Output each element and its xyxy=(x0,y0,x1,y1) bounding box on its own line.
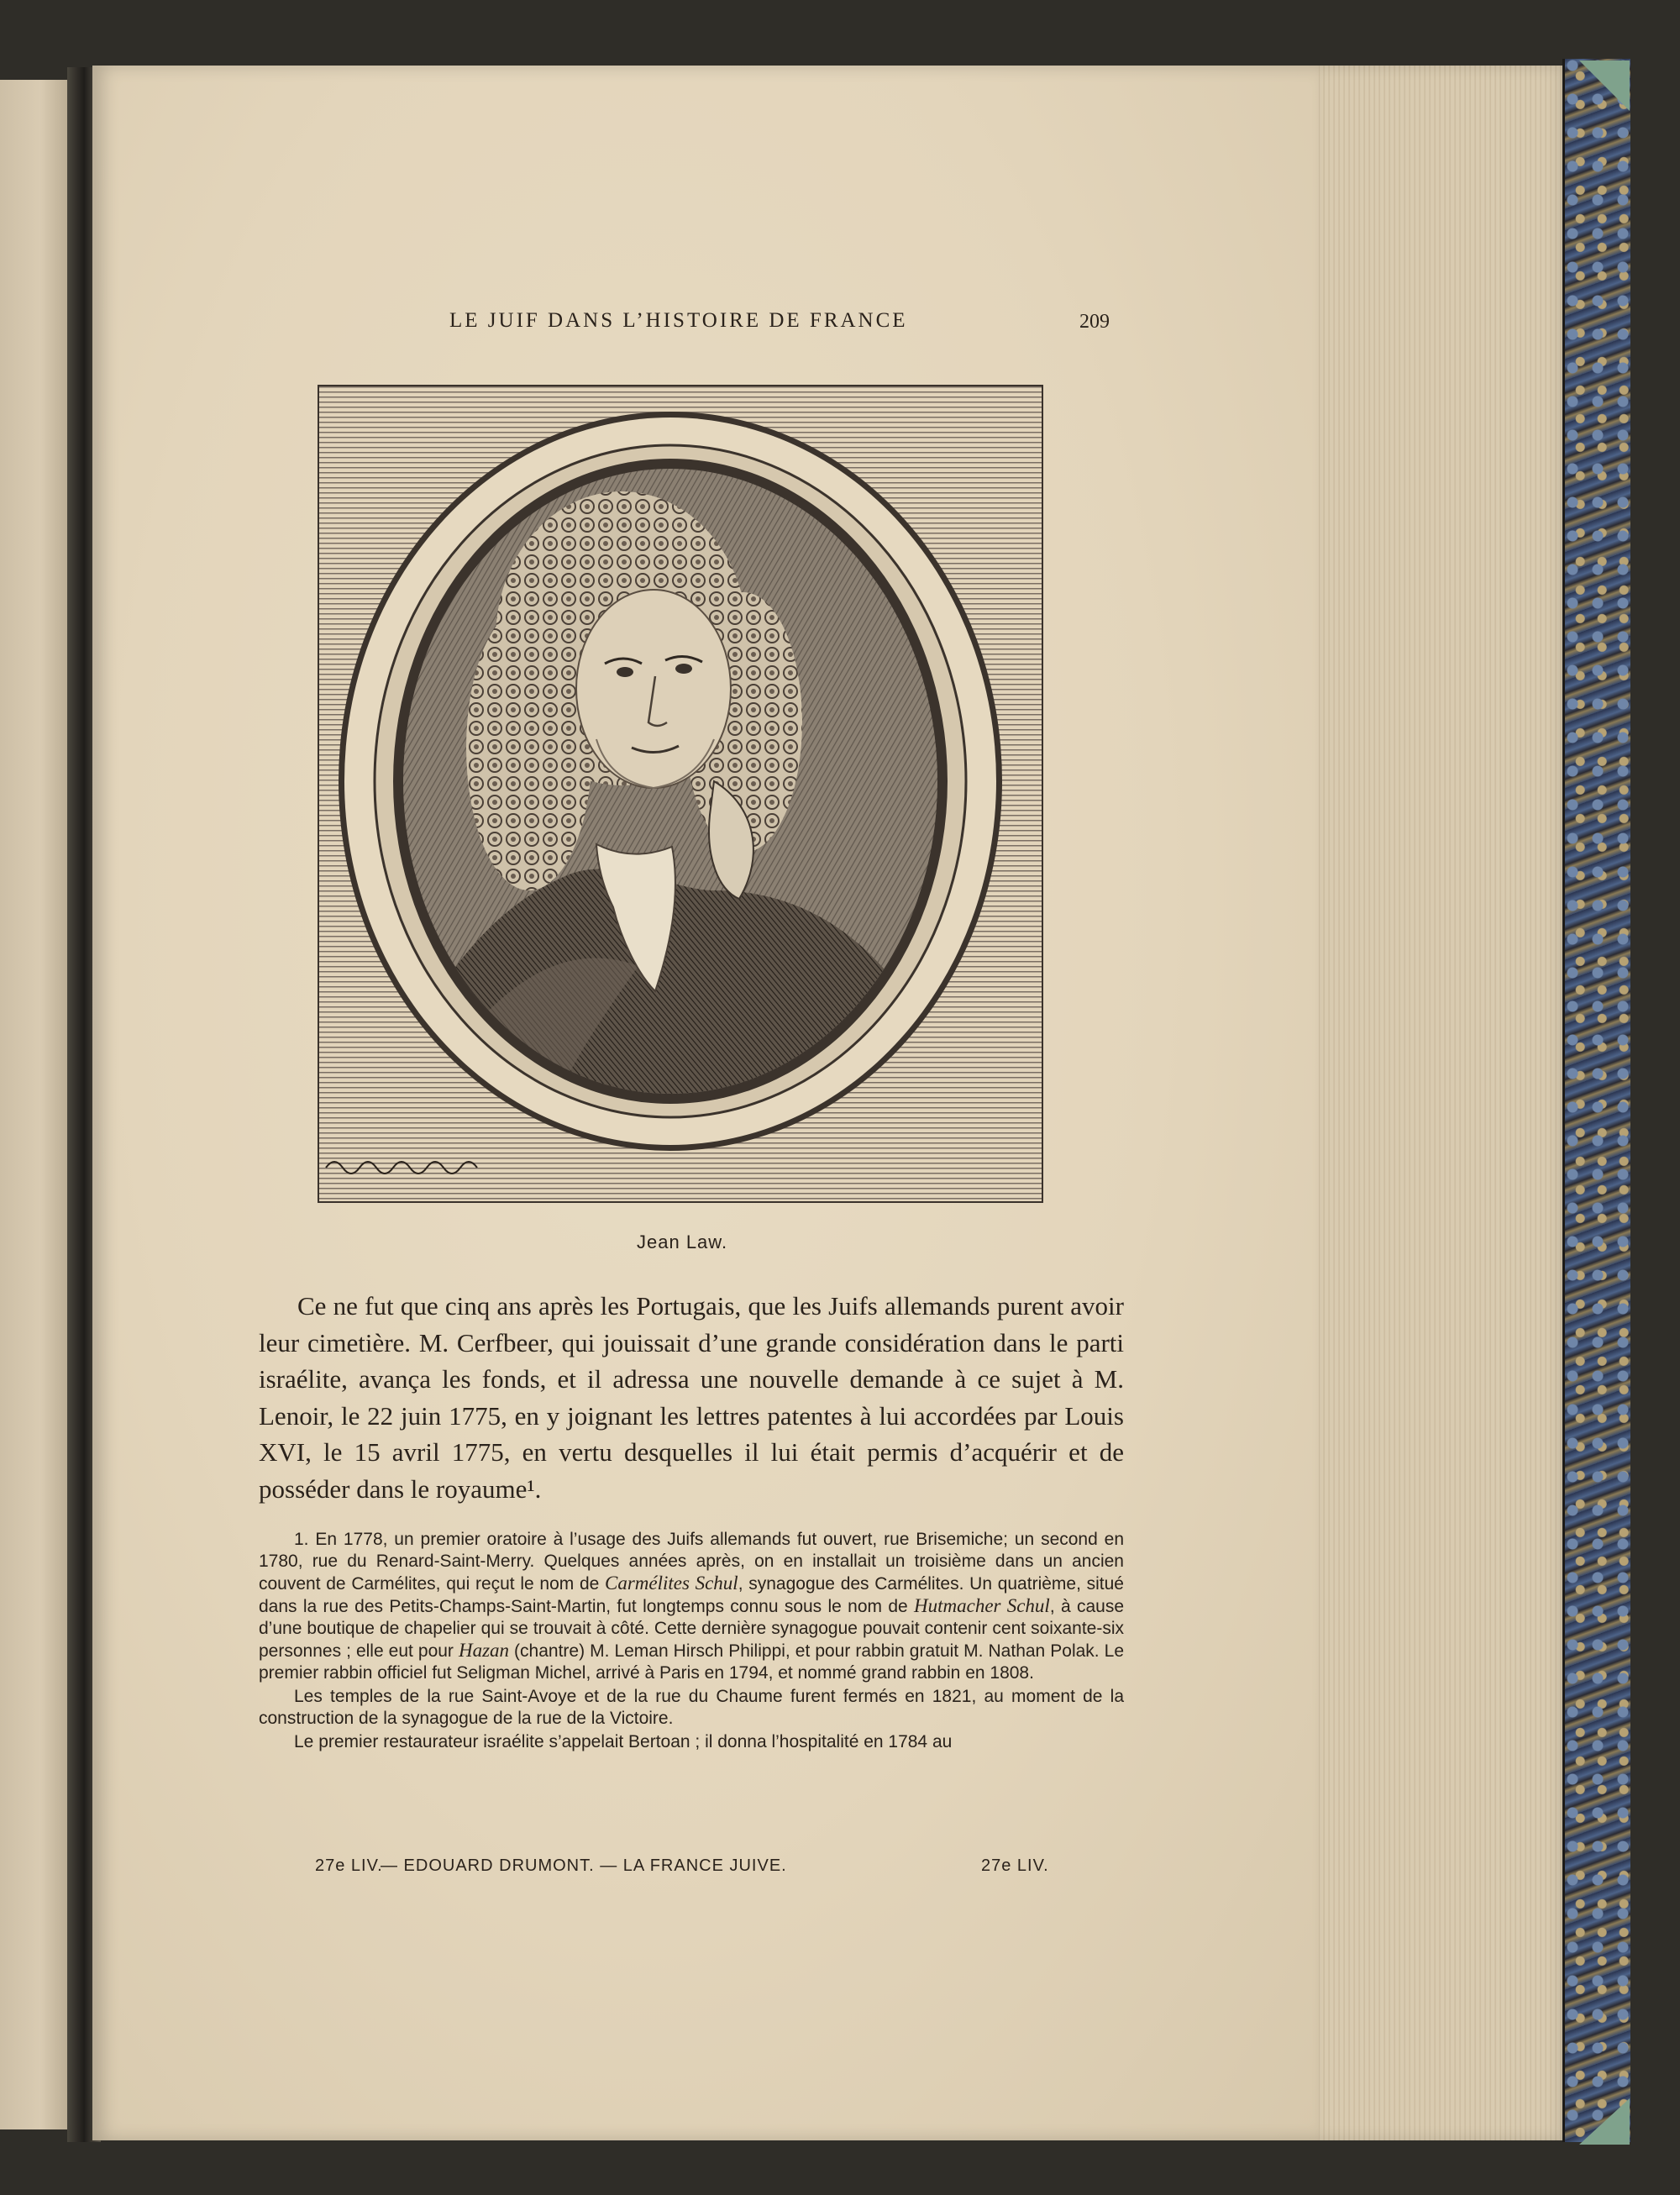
main-text xyxy=(259,1288,1124,1507)
signature-line xyxy=(259,1856,1124,1882)
signature-center: — EDOUARD DRUMONT. — LA FRANCE JUIVE. xyxy=(381,1856,787,1875)
engraver-signature xyxy=(326,1162,477,1174)
running-title: LE JUIF DANS L’HISTOIRE DE FRANCE xyxy=(449,309,908,332)
footnote-paragraph-2: Les temples de la rue Saint-Avoye et de la rue du Chaume furent fermés en 1821, au moment de la construction de la synagogue de la rue de la Victoire. xyxy=(259,1687,1124,1728)
signature-left: 27e LIV. xyxy=(315,1856,383,1875)
running-head xyxy=(357,309,1113,343)
footnotes xyxy=(259,1529,1124,1755)
facing-page-edge xyxy=(0,80,67,2129)
footnote-1: 1. En 1778, un premier oratoire à l’usage des Juifs allemands fut ouvert, rue Brisemiche; un second en 1780, rue du Renard-Saint-Merry. Quelques années après, on en installait un troisième dans un ancien couvent de Carmélites, qui reçut le nom de Carmélites Schul, synagogue des Carmélites. Un quatrième, situé dans la rue des Petits-Champs-Saint-Martin, fut longtemps connu sous le nom de Hutmacher Schul, à cause d’une boutique de chapelier qui se trouvait à côté. Cette dernière synagogue pouvait contenir cent soixante-six personnes ; elle eut pour Hazan (chantre) M. Leman Hirsch Philippi, et pour rabbin gratuit M. Nathan Polak. Le premier rabbin officiel fut Seligman Michel, arrivé à Paris en 1794, et nommé grand rabbin en 1808. xyxy=(259,1530,1125,1683)
page-stack-edges xyxy=(1310,66,1562,2140)
signature-right: 27e LIV. xyxy=(981,1856,1049,1875)
footnote-paragraph-3: Le premier restaurateur israélite s’appelait Bertoan ; il donna l’hospitalité en 1784 au xyxy=(294,1732,953,1751)
body-paragraph: Ce ne fut que cinq ans après les Portugais, que les Juifs allemands purent avoir leur cimetière. M. Cerfbeer, qui jouissait d’une grande considération dans le parti israélite, avança les fonds, et il adressa une nouvelle demande à ce sujet à M. Lenoir, le 22 juin 1775, en y joignant les lettres patentes à lui accordées par Louis XVI, le 15 avril 1775, en vertu desquelles il lui était permis d’acquérir et de posséder dans le royaume¹. xyxy=(259,1291,1124,1504)
cover-corner-bottom xyxy=(1579,2098,1630,2145)
marbled-cover-edge xyxy=(1562,59,1630,2142)
cover-corner-top xyxy=(1579,60,1630,111)
portrait-illustration xyxy=(319,386,1042,1201)
page-number: 209 xyxy=(1079,311,1110,333)
figure-caption: Jean Law. xyxy=(637,1231,728,1252)
portrait-engraving xyxy=(318,385,1043,1203)
book-page xyxy=(92,66,1319,2140)
